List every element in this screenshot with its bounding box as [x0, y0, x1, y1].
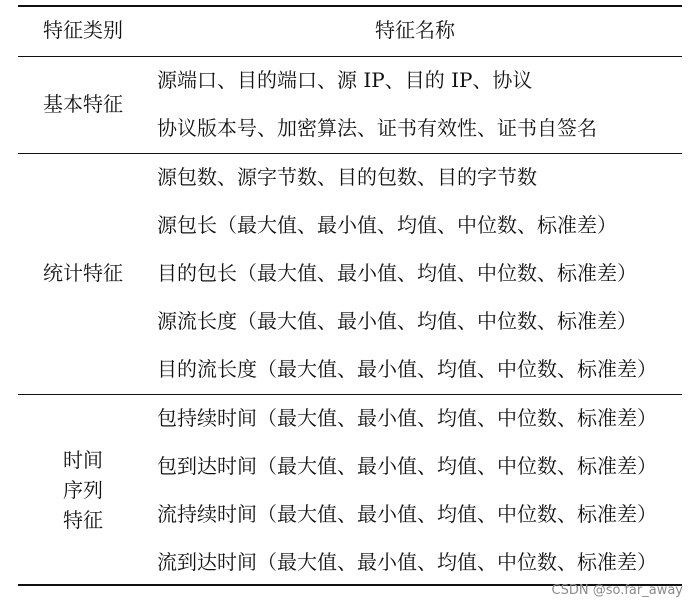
header-category: 特征类别 [43, 18, 123, 42]
feature-row: 源端口、目的端口、源 IP、目的 IP、协议 [157, 68, 533, 92]
feature-row: 目的流长度（最大值、最小值、均值、中位数、标准差） [157, 357, 657, 381]
category-basic-line: 基本特征 [43, 92, 123, 116]
group-divider-basic [18, 153, 682, 154]
feature-row: 源包数、源字节数、目的包数、目的字节数 [157, 165, 537, 189]
feature-row: 流到达时间（最大值、最小值、均值、中位数、标准差） [157, 550, 657, 574]
category-time-series-line: 时间 [63, 448, 103, 472]
feature-row: 包到达时间（最大值、最小值、均值、中位数、标准差） [157, 454, 657, 478]
table-top-rule [18, 5, 682, 7]
category-statistical-line: 统计特征 [43, 261, 123, 285]
feature-row: 协议版本号、加密算法、证书有效性、证书自签名 [157, 116, 597, 140]
watermark-text: CSDN @so.far_away [551, 583, 683, 598]
header-features: 特征名称 [375, 18, 455, 42]
header-bottom-rule [18, 56, 682, 57]
feature-row: 源包长（最大值、最小值、均值、中位数、标准差） [157, 213, 617, 237]
feature-row: 流持续时间（最大值、最小值、均值、中位数、标准差） [157, 502, 657, 526]
category-time-series [18, 445, 148, 535]
category-time-series-line: 序列 [63, 478, 103, 502]
category-statistical [18, 258, 148, 288]
feature-row: 源流长度（最大值、最小值、均值、中位数、标准差） [157, 309, 637, 333]
group-divider-stats [18, 394, 682, 395]
feature-row: 包持续时间（最大值、最小值、均值、中位数、标准差） [157, 406, 657, 430]
category-basic [18, 89, 148, 119]
feature-row: 目的包长（最大值、最小值、均值、中位数、标准差） [157, 261, 637, 285]
category-time-series-line: 特征 [63, 508, 103, 532]
